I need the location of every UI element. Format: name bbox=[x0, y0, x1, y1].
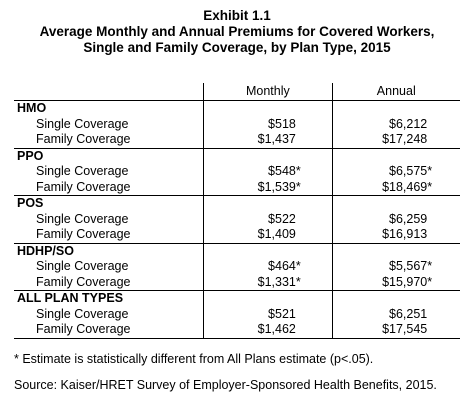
premiums-table-container bbox=[14, 83, 460, 339]
annual-premium-cell bbox=[332, 117, 460, 133]
table-row bbox=[14, 307, 460, 323]
annual-premium-cell bbox=[332, 307, 460, 323]
plan-type-annual-empty bbox=[332, 148, 460, 164]
annual-premium-cell bbox=[332, 180, 460, 196]
significance-marker: * bbox=[295, 274, 301, 289]
significance-marker: * bbox=[427, 274, 433, 289]
header-monthly: Monthly bbox=[204, 83, 332, 101]
plan-type-monthly-empty bbox=[204, 148, 332, 164]
annual-premium: $6,259 bbox=[389, 211, 428, 226]
plan-type-monthly-empty bbox=[204, 243, 332, 259]
plan-type-name: HDHP/SO bbox=[14, 243, 204, 259]
coverage-label: Family Coverage bbox=[14, 322, 204, 338]
plan-type-name: ALL PLAN TYPES bbox=[14, 291, 204, 307]
significance-marker: * bbox=[427, 179, 433, 194]
significance-marker: * bbox=[295, 179, 301, 194]
monthly-premium: $464 bbox=[268, 259, 296, 274]
header-label-column bbox=[14, 83, 204, 101]
exhibit-number: Exhibit 1.1 bbox=[203, 8, 271, 23]
annual-premium-cell bbox=[332, 132, 460, 148]
coverage-label: Family Coverage bbox=[36, 132, 131, 147]
table-row bbox=[14, 132, 460, 148]
significance-marker: * bbox=[427, 164, 433, 179]
exhibit-subtitle: Single and Family Coverage, by Plan Type, 2015 bbox=[83, 40, 391, 55]
monthly-premium: $548 bbox=[268, 164, 296, 179]
plan-type-row bbox=[14, 243, 460, 259]
annual-premium: $6,212 bbox=[389, 116, 428, 131]
significance-marker: * bbox=[295, 164, 301, 179]
annual-premium: $15,970 bbox=[382, 274, 428, 289]
plan-type-name: PPO bbox=[14, 148, 204, 164]
significance-marker: * bbox=[427, 259, 433, 274]
monthly-premium: $521 bbox=[268, 306, 296, 321]
header-annual: Annual bbox=[332, 83, 460, 101]
annual-premium-cell bbox=[332, 164, 460, 180]
plan-type-row bbox=[14, 291, 460, 307]
annual-premium: $17,545 bbox=[382, 322, 428, 337]
annual-premium-cell bbox=[332, 227, 460, 243]
monthly-premium-cell bbox=[204, 259, 332, 275]
table-row bbox=[14, 180, 460, 196]
monthly-premium-cell bbox=[204, 164, 332, 180]
monthly-premium: $1,331 bbox=[257, 274, 296, 289]
source-note: Source: Kaiser/HRET Survey of Employer-Sponsored Health Benefits, 2015. bbox=[14, 378, 437, 392]
plan-type-monthly-empty bbox=[204, 291, 332, 307]
table-header-row bbox=[14, 83, 460, 101]
plan-type-name: POS bbox=[14, 196, 204, 212]
monthly-premium-cell bbox=[204, 132, 332, 148]
annual-premium-cell bbox=[332, 212, 460, 228]
annual-premium: $18,469 bbox=[382, 179, 428, 194]
exhibit-title: Average Monthly and Annual Premiums for Covered Workers, bbox=[39, 24, 435, 39]
premiums-table bbox=[14, 83, 460, 339]
coverage-label: Single Coverage bbox=[36, 164, 129, 179]
plan-type-row bbox=[14, 101, 460, 117]
monthly-premium: $1,437 bbox=[257, 132, 296, 147]
monthly-premium-cell bbox=[204, 227, 332, 243]
annual-premium: $5,567 bbox=[389, 259, 428, 274]
monthly-premium-cell bbox=[204, 212, 332, 228]
plan-type-row bbox=[14, 196, 460, 212]
plan-type-annual-empty bbox=[332, 101, 460, 117]
monthly-premium: $518 bbox=[268, 116, 296, 131]
annual-premium: $16,913 bbox=[382, 227, 428, 242]
monthly-premium: $1,409 bbox=[257, 227, 296, 242]
plan-type-row bbox=[14, 148, 460, 164]
annual-premium-cell bbox=[332, 259, 460, 275]
plan-type-monthly-empty bbox=[204, 101, 332, 117]
coverage-label: Single Coverage bbox=[36, 306, 129, 321]
monthly-premium: $522 bbox=[268, 211, 296, 226]
table-row bbox=[14, 322, 460, 338]
exhibit-title-block bbox=[0, 8, 474, 56]
annual-premium: $6,575 bbox=[389, 164, 428, 179]
annual-premium: $17,248 bbox=[382, 132, 428, 147]
table-row bbox=[14, 275, 460, 291]
monthly-premium-cell bbox=[204, 322, 332, 338]
table-row bbox=[14, 212, 460, 228]
table-row bbox=[14, 259, 460, 275]
table-row bbox=[14, 227, 460, 243]
footnote: * Estimate is statistically different from All Plans estimate (p<.05). bbox=[14, 352, 374, 366]
monthly-premium-cell bbox=[204, 180, 332, 196]
coverage-label: Single Coverage bbox=[36, 116, 129, 131]
plan-type-annual-empty bbox=[332, 291, 460, 307]
monthly-premium: $1,462 bbox=[257, 322, 296, 337]
coverage-label: Family Coverage bbox=[36, 274, 131, 289]
annual-premium-cell bbox=[332, 322, 460, 338]
annual-premium-cell bbox=[332, 275, 460, 291]
plan-type-annual-empty bbox=[332, 196, 460, 212]
monthly-premium-cell bbox=[204, 307, 332, 323]
coverage-label: Family Coverage bbox=[36, 227, 131, 242]
plan-type-name: HMO bbox=[14, 101, 204, 117]
monthly-premium-cell bbox=[204, 275, 332, 291]
significance-marker: * bbox=[295, 259, 301, 274]
coverage-label: Family Coverage bbox=[36, 179, 131, 194]
coverage-label: Single Coverage bbox=[36, 211, 129, 226]
coverage-label: Single Coverage bbox=[36, 259, 129, 274]
plan-type-annual-empty bbox=[332, 243, 460, 259]
table-row bbox=[14, 117, 460, 133]
table-body bbox=[14, 101, 460, 339]
annual-premium: $6,251 bbox=[389, 306, 428, 321]
plan-type-monthly-empty bbox=[204, 196, 332, 212]
table-row bbox=[14, 164, 460, 180]
monthly-premium-cell bbox=[204, 117, 332, 133]
monthly-premium: $1,539 bbox=[257, 179, 296, 194]
